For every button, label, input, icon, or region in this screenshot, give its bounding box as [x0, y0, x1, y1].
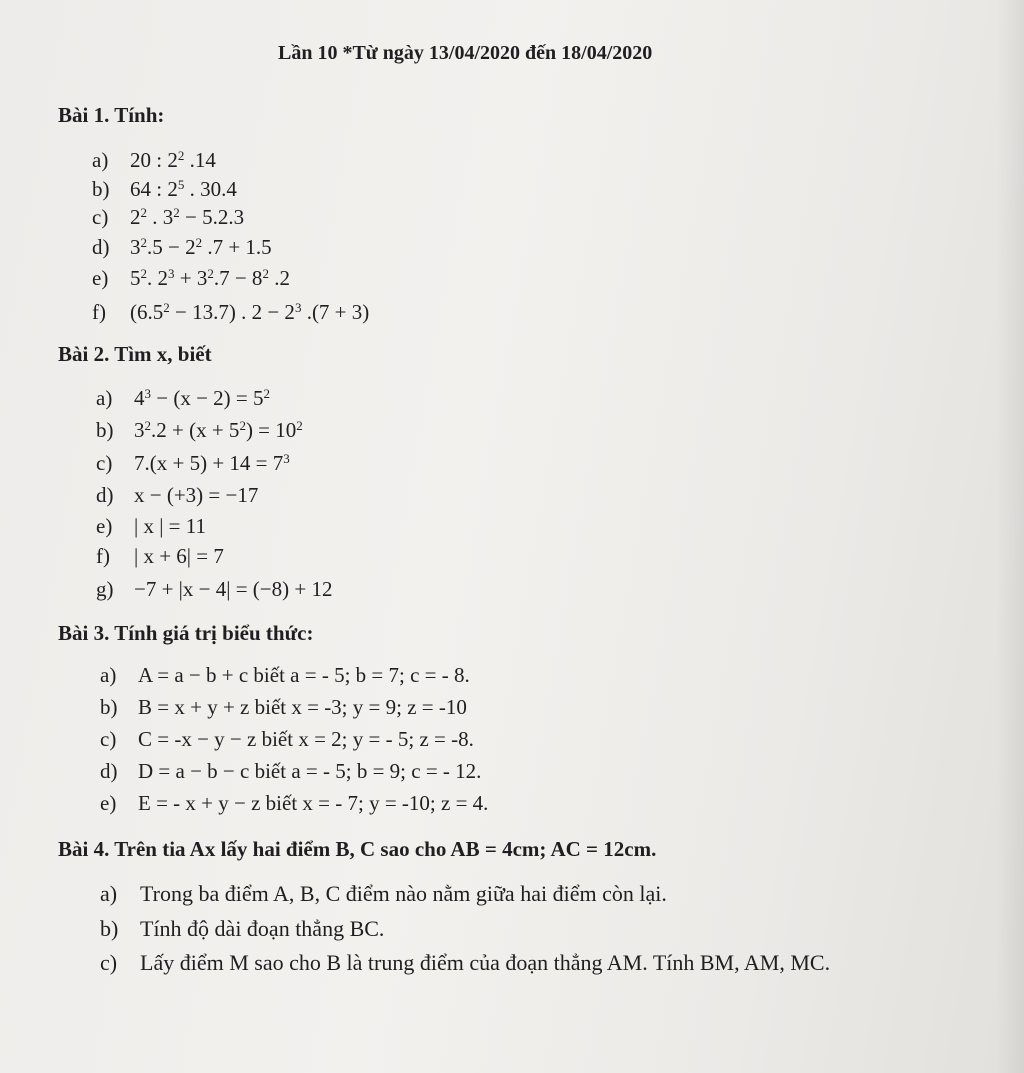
bai3-item-a: a) A = a − b + c biết a = - 5; b = 7; c = - 8.	[100, 663, 470, 687]
bai2-item-c: c) $7.(x + 5) + 14 = 7^3$	[96, 450, 290, 475]
bai1-item-a: a) 20 : $2^2$ .14	[92, 147, 216, 172]
bai2-item-b: b) $3^2.2 + (x + 5^2) = 10^2$	[96, 417, 303, 442]
bai1-item-c: c) $2^2$ . $3^2 - 5.2.3$	[92, 204, 245, 229]
bai4-item-b: b) Tính độ dài đoạn thẳng BC.	[100, 916, 385, 941]
bai1-heading: Bài 1. Tính:	[58, 103, 165, 127]
page-edge-shadow	[996, 0, 1024, 1073]
bai3-item-b: b) B = x + y + z biết x = -3; y = 9; z = -10	[100, 695, 467, 719]
bai2-item-e: e) | x | = 11	[96, 514, 206, 538]
bai1-item-d: d) $3^2.5 - 2^2$ .7 + 1.5	[92, 234, 272, 259]
bai3-item-d: d) D = a − b − c biết a = - 5; b = 9; c = - 12.	[100, 759, 482, 783]
bai2-item-d: d) x − (+3) = −17	[96, 483, 259, 507]
bai4-heading: Bài 4. Trên tia Ax lấy hai điểm B, C sao cho AB = 4cm; AC = 12cm.	[58, 837, 657, 861]
bai1-item-b: b) 64 : $2^5$ . 30.4	[92, 176, 237, 201]
bai3-item-e: e) E = - x + y − z biết x = - 7; y = -10; z = 4.	[100, 791, 489, 815]
bai4-item-c: c) Lấy điểm M sao cho B là trung điểm của đoạn thẳng AM. Tính BM, AM, MC.	[100, 950, 831, 975]
bai1-item-f: f) $(6.5^2 - 13.7)$ . $2 - 2^3$ .(7 + 3)	[92, 299, 370, 324]
bai2-item-f: f) | x + 6| = 7	[96, 544, 224, 568]
bai2-heading: Bài 2. Tìm x, biết	[58, 342, 212, 366]
bai2-item-g: g) −7 + |x − 4| = (−8) + 12	[96, 577, 333, 601]
bai2-item-a: a) $4^3 - (x - 2) = 5^2$	[96, 385, 271, 410]
page-title: Lần 10 *Từ ngày 13/04/2020 đến 18/04/2020	[278, 42, 653, 64]
bai4-item-a: a) Trong ba điểm A, B, C điểm nào nằm giữa hai điểm còn lại.	[100, 881, 667, 906]
bai3-item-c: c) C = -x − y − z biết x = 2; y = - 5; z = -8.	[100, 727, 474, 751]
bai3-heading: Bài 3. Tính giá trị biểu thức:	[58, 621, 314, 645]
bai1-item-e: e) $5^2$. $2^3 + 3^2.7 - 8^2$ .2	[92, 265, 290, 290]
